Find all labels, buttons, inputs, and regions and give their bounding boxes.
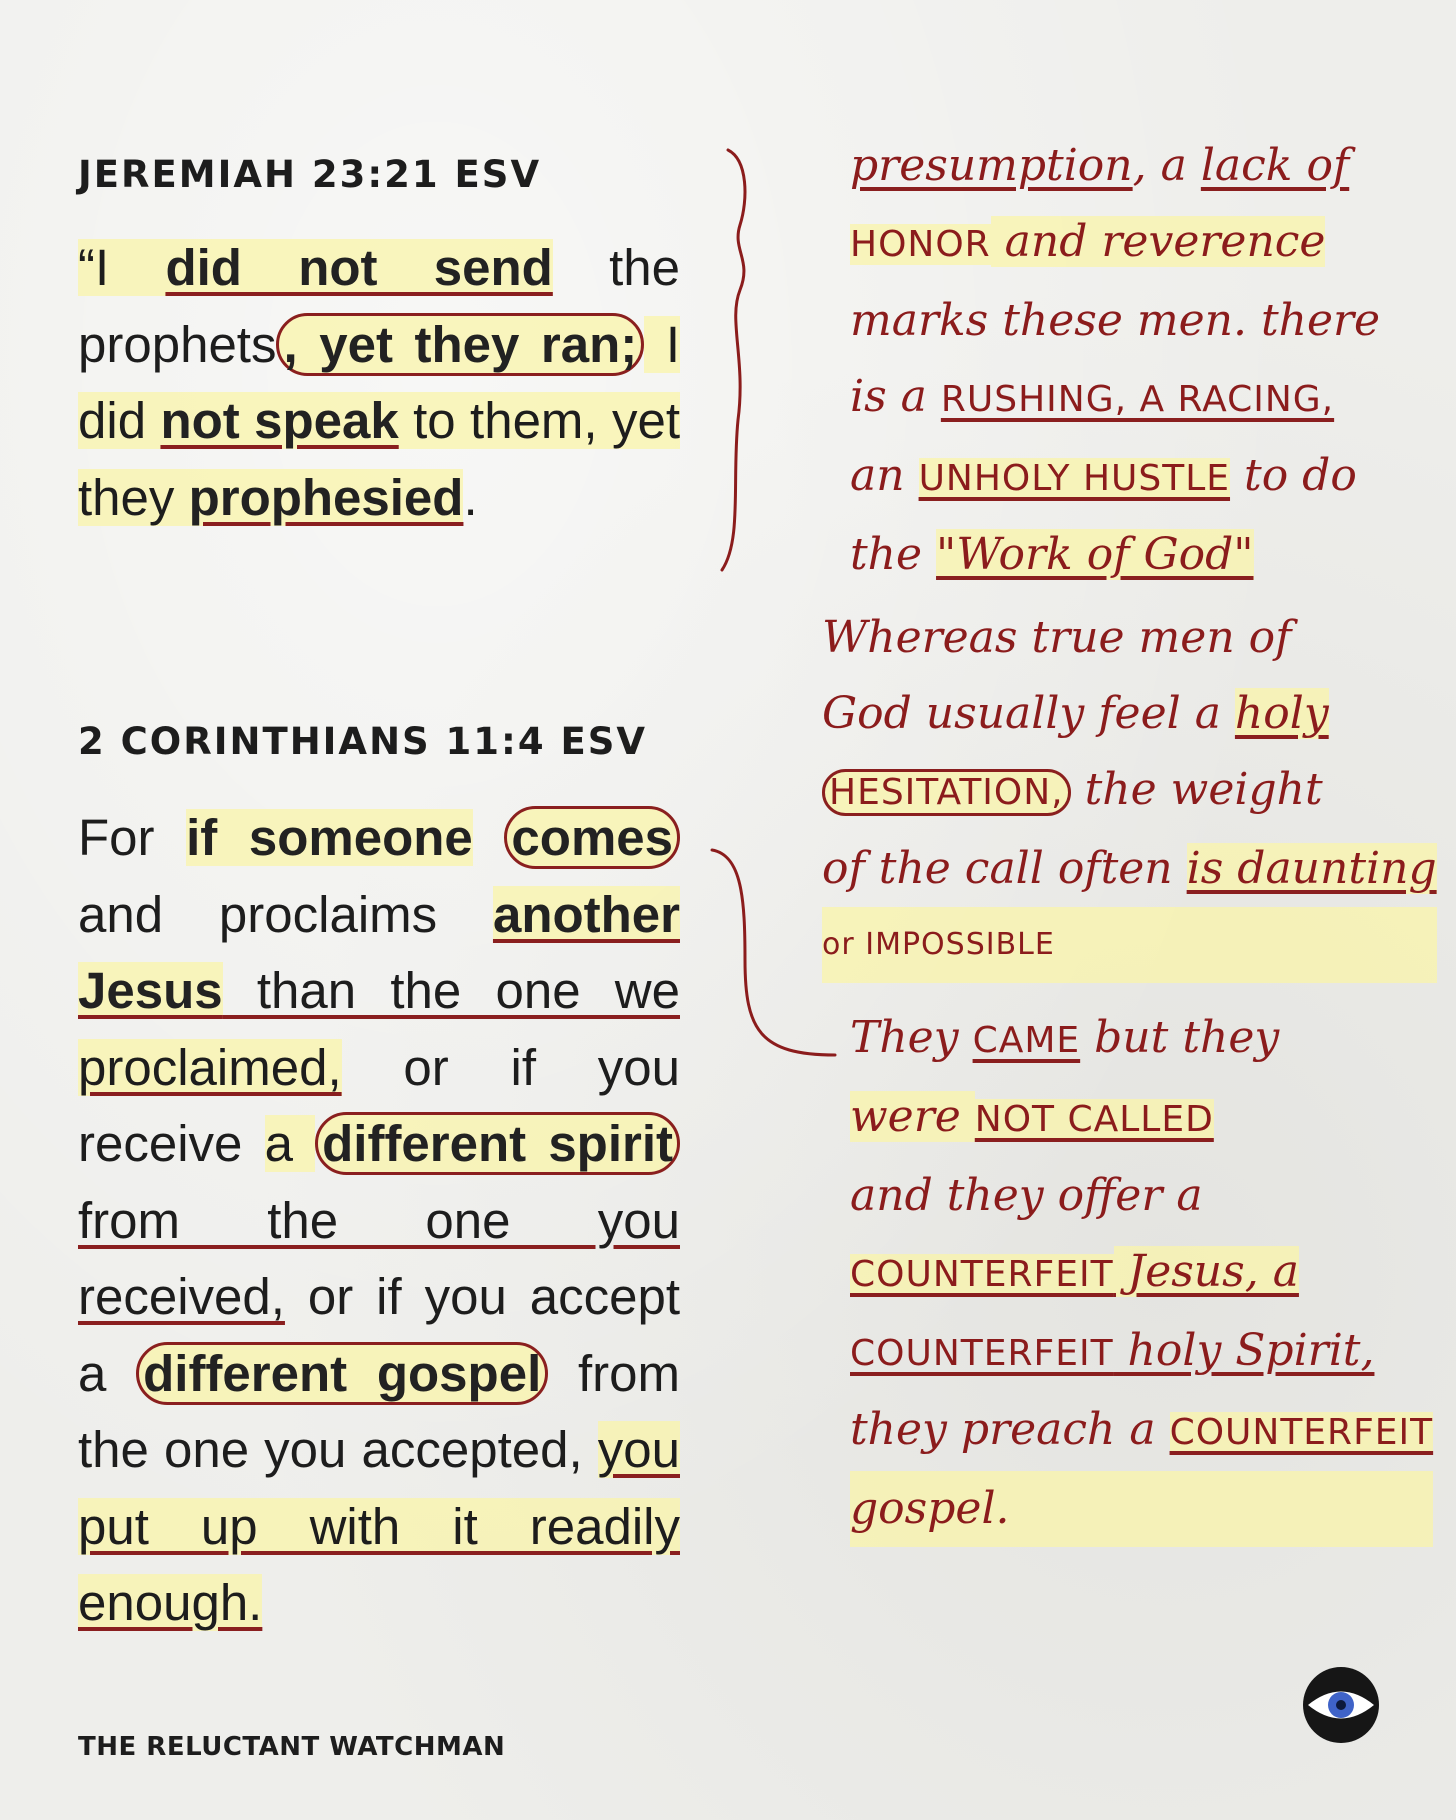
- note-text: is a: [850, 371, 941, 422]
- note-line: [850, 438, 1380, 517]
- note-text: and reverence: [990, 216, 1326, 267]
- note-word-is-daunting: is daunting: [1186, 843, 1437, 894]
- note-line: [822, 676, 1437, 752]
- note-word-counterfeit: COUNTERFEIT: [850, 1333, 1114, 1374]
- verse-text: and proclaims: [78, 885, 493, 943]
- note-line: [850, 1234, 1433, 1313]
- note-line: [850, 204, 1380, 283]
- note-word-presumption: presumption: [850, 140, 1133, 191]
- verse-text: from the one you: [78, 1191, 680, 1249]
- brand-name: THE RELUCTANT WATCHMAN: [78, 1732, 506, 1762]
- note-group-they-came: [850, 1000, 1433, 1547]
- note-word-work-of-god: "Work of God": [936, 529, 1254, 580]
- eye-logo-icon: [1300, 1664, 1382, 1746]
- verse-text: than the one we: [222, 962, 680, 1019]
- note-text: an: [850, 450, 919, 501]
- note-text: they preach a: [850, 1404, 1170, 1455]
- note-word-honor: HONOR: [850, 224, 991, 265]
- note-line: [850, 517, 1380, 593]
- note-text: , a: [1132, 140, 1201, 191]
- verse-text: For: [78, 809, 187, 866]
- note-line: [822, 752, 1437, 831]
- verse-text: from the one you accepted,: [78, 1344, 680, 1478]
- verse-text-proclaimed: proclaimed,: [78, 1038, 342, 1096]
- note-word-counterfeit: COUNTERFEIT: [1169, 1412, 1434, 1453]
- note-line: [850, 1079, 1433, 1158]
- verse-circled-different-spirit: different spirit: [315, 1112, 680, 1175]
- note-group-presumption: [850, 128, 1380, 593]
- note-line: marks these men. there: [850, 295, 1381, 346]
- note-line: Whereas true men of: [822, 612, 1292, 663]
- corinthians-heading: 2 CORINTHIANS 11:4 ESV: [78, 720, 648, 763]
- verse-text: or if you receive: [78, 1038, 680, 1172]
- verse-text-you-put-up-with-it: you put up with it readily enough.: [78, 1421, 680, 1631]
- note-line: [850, 128, 1380, 204]
- verse-text: I did: [78, 315, 680, 449]
- note-word-not-called: NOT CALLED: [974, 1099, 1214, 1140]
- verse-emphasis-prophesied: prophesied: [188, 468, 464, 526]
- verse-text: to them, yet they: [78, 392, 680, 526]
- note-word-lack-of: lack of: [1200, 140, 1350, 191]
- note-text: were: [850, 1091, 975, 1142]
- note-word-came: CAME: [972, 1020, 1081, 1061]
- note-group-whereas: [822, 600, 1437, 983]
- note-word-unholy-hustle: UNHOLY HUSTLE: [918, 458, 1231, 499]
- note-line: and they offer a: [850, 1170, 1203, 1221]
- note-word-rushing: RUSHING, A RACING,: [940, 379, 1335, 420]
- note-text: to do: [1230, 450, 1357, 501]
- verse-emphasis-not-speak: not speak: [160, 392, 399, 449]
- note-line-gospel: gospel.: [850, 1471, 1433, 1547]
- note-text: the: [850, 529, 937, 580]
- verse-text: “I: [78, 239, 166, 296]
- note-word-holy: holy: [1234, 688, 1329, 739]
- note-line: [850, 1392, 1433, 1471]
- jeremiah-heading: JEREMIAH 23:21 ESV: [78, 153, 542, 196]
- verse-text: the prophets: [78, 239, 680, 373]
- note-text: They: [850, 1012, 973, 1063]
- note-word-counterfeit: COUNTERFEIT: [850, 1254, 1114, 1295]
- note-text: holy Spirit,: [1113, 1325, 1375, 1376]
- note-line: [850, 359, 1380, 438]
- note-line: [850, 1313, 1433, 1392]
- note-line: [822, 831, 1437, 907]
- verse-circled-yet-they-ran: , yet they ran;: [276, 313, 644, 376]
- connector-stroke: [712, 850, 835, 1055]
- verse-emphasis-did-not-send: did not send: [165, 239, 553, 296]
- verse-text-received: received,: [78, 1268, 285, 1325]
- note-text: but they: [1080, 1012, 1280, 1063]
- note-text: Jesus, a: [1113, 1246, 1299, 1297]
- verse-circled-comes: comes: [504, 806, 680, 869]
- verse-circled-different-gospel: different gospel: [136, 1342, 548, 1405]
- note-line: [850, 1000, 1433, 1079]
- note-word-hesitation: HESITATION,: [822, 769, 1071, 816]
- note-text: God usually feel a: [822, 688, 1235, 739]
- verse-emphasis-another-jesus: another Jesus: [78, 885, 680, 1019]
- verse-emphasis-if-someone: if someone: [186, 809, 473, 866]
- verse-text: a: [264, 1115, 316, 1172]
- note-text: of the call often: [822, 843, 1187, 894]
- verse-text: or if you accept a: [78, 1268, 680, 1402]
- note-line-impossible: or IMPOSSIBLE: [822, 907, 1437, 983]
- bracket-stroke: [722, 150, 745, 570]
- note-text: the weight: [1070, 764, 1323, 815]
- verse-text: .: [463, 468, 478, 526]
